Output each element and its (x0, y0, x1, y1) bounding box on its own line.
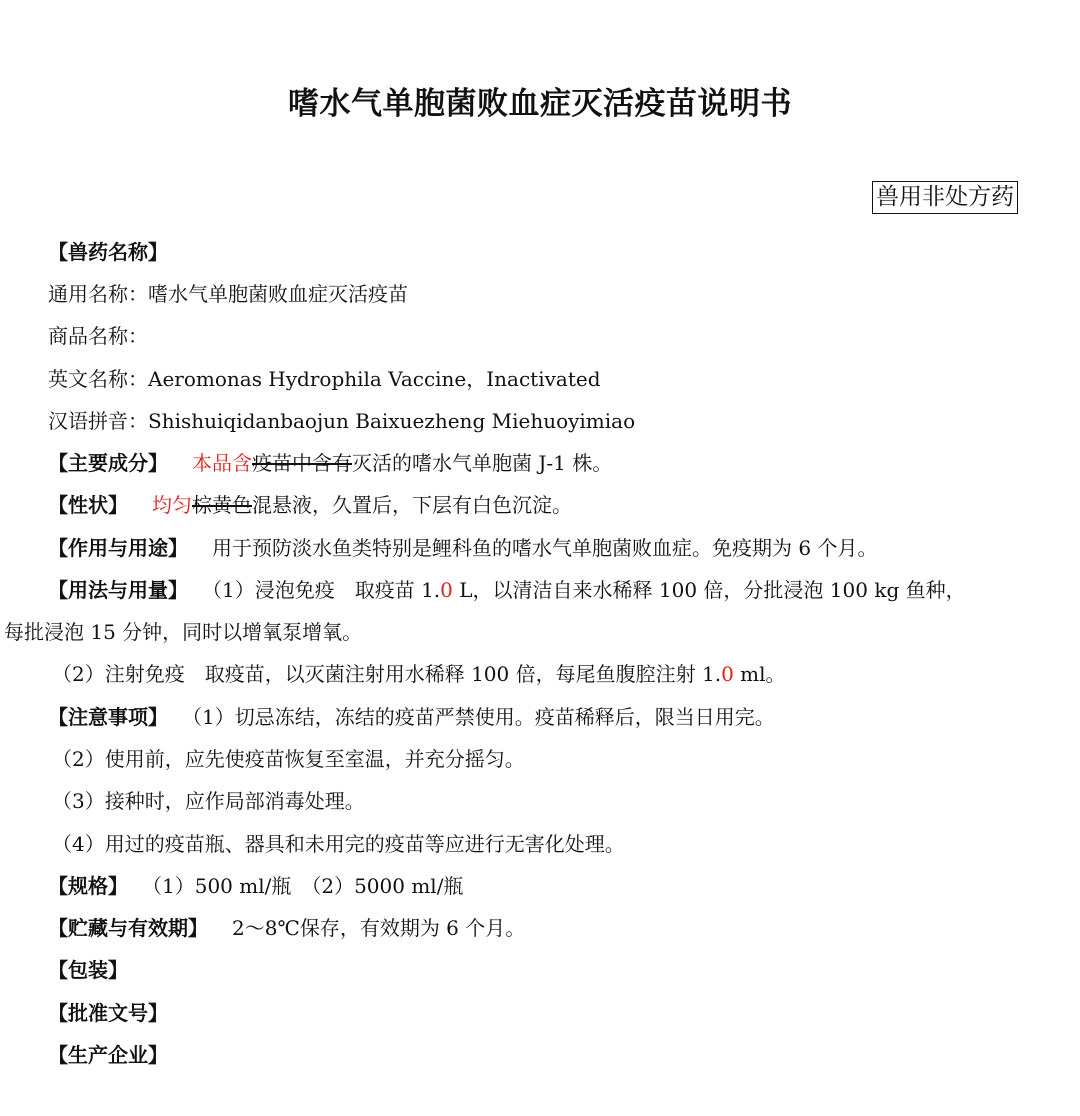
heading-composition: 【主要成分】 (48, 451, 168, 475)
heading-storage: 【贮藏与有效期】 (48, 916, 208, 940)
section-drug-name (0, 237, 1080, 267)
inserted-text: 本品含 (192, 451, 252, 475)
precaution-item-4: （4）用过的疫苗瓶、器具和未用完的疫苗等应进行无害化处理。 (52, 832, 625, 856)
heading-appearance: 【性状】 (48, 493, 128, 517)
section-dosage (0, 575, 1080, 605)
dosage-line1-a: （1）浸泡免疫 取疫苗 1. (202, 578, 441, 602)
heading-drug-name: 【兽药名称】 (48, 240, 168, 264)
common-name-line: 通用名称：嗜水气单胞菌败血症灭活疫苗 (48, 282, 408, 306)
english-name-line: 英文名称：Aeromonas Hydrophila Vaccine，Inactivated (48, 367, 601, 391)
trade-name-line: 商品名称： (48, 324, 148, 348)
dosage-line3 (0, 659, 1080, 689)
dosage-line3-red: 0 (721, 662, 734, 686)
document-title: 嗜水气单胞菌败血症灭活疫苗说明书 (288, 86, 792, 122)
heading-precautions: 【注意事项】 (48, 705, 168, 729)
section-storage (0, 913, 1080, 943)
dosage-line2: 每批浸泡 15 分钟，同时以增氧泵增氧。 (4, 620, 363, 644)
heading-approval: 【批准文号】 (48, 1001, 168, 1025)
storage-text: 2～8℃保存，有效期为 6 个月。 (232, 916, 526, 940)
dosage-line1-red: 0 (440, 578, 453, 602)
heading-dosage: 【用法与用量】 (48, 578, 188, 602)
heading-packaging: 【包装】 (48, 958, 128, 982)
section-manufacturer (0, 1040, 1080, 1070)
precaution-item-2: （2）使用前，应先使疫苗恢复至室温，并充分摇匀。 (52, 747, 525, 771)
composition-text: 灭活的嗜水气单胞菌 J-1 株。 (352, 451, 613, 475)
appearance-text: 混悬液，久置后，下层有白色沉淀。 (252, 493, 572, 517)
section-specification (0, 871, 1080, 901)
specification-text: （1）500 ml/瓶 （2）5000 ml/瓶 (142, 874, 464, 898)
heading-indication: 【作用与用途】 (48, 536, 188, 560)
otc-badge: 兽用非处方药 (872, 181, 1018, 214)
section-appearance (0, 490, 1080, 520)
section-composition (0, 448, 1080, 478)
precaution-item-1: （1）切忌冻结，冻结的疫苗严禁使用。疫苗稀释后，限当日用完。 (182, 705, 775, 729)
heading-specification: 【规格】 (48, 874, 128, 898)
dosage-line3-b: ml。 (733, 662, 786, 686)
pinyin-name-line: 汉语拼音：Shishuiqidanbaojun Baixuezheng Miehuoyimiao (48, 409, 636, 433)
indication-text: 用于预防淡水鱼类特别是鲤科鱼的嗜水气单胞菌败血症。免疫期为 6 个月。 (212, 536, 878, 560)
deleted-text: 疫苗中含有 (252, 451, 352, 475)
section-approval (0, 998, 1080, 1028)
section-precautions (0, 702, 1080, 732)
section-packaging (0, 955, 1080, 985)
deleted-text: 棕黄色 (192, 493, 252, 517)
heading-manufacturer: 【生产企业】 (48, 1043, 168, 1067)
dosage-line1-b: L，以清洁自来水稀释 100 倍，分批浸泡 100 kg 鱼种， (452, 578, 966, 602)
dosage-line3-a: （2）注射免疫 取疫苗，以灭菌注射用水稀释 100 倍，每尾鱼腹腔注射 1. (52, 662, 722, 686)
precaution-item-3: （3）接种时，应作局部消毒处理。 (52, 789, 365, 813)
section-indication (0, 533, 1080, 563)
inserted-text: 均匀 (152, 493, 192, 517)
